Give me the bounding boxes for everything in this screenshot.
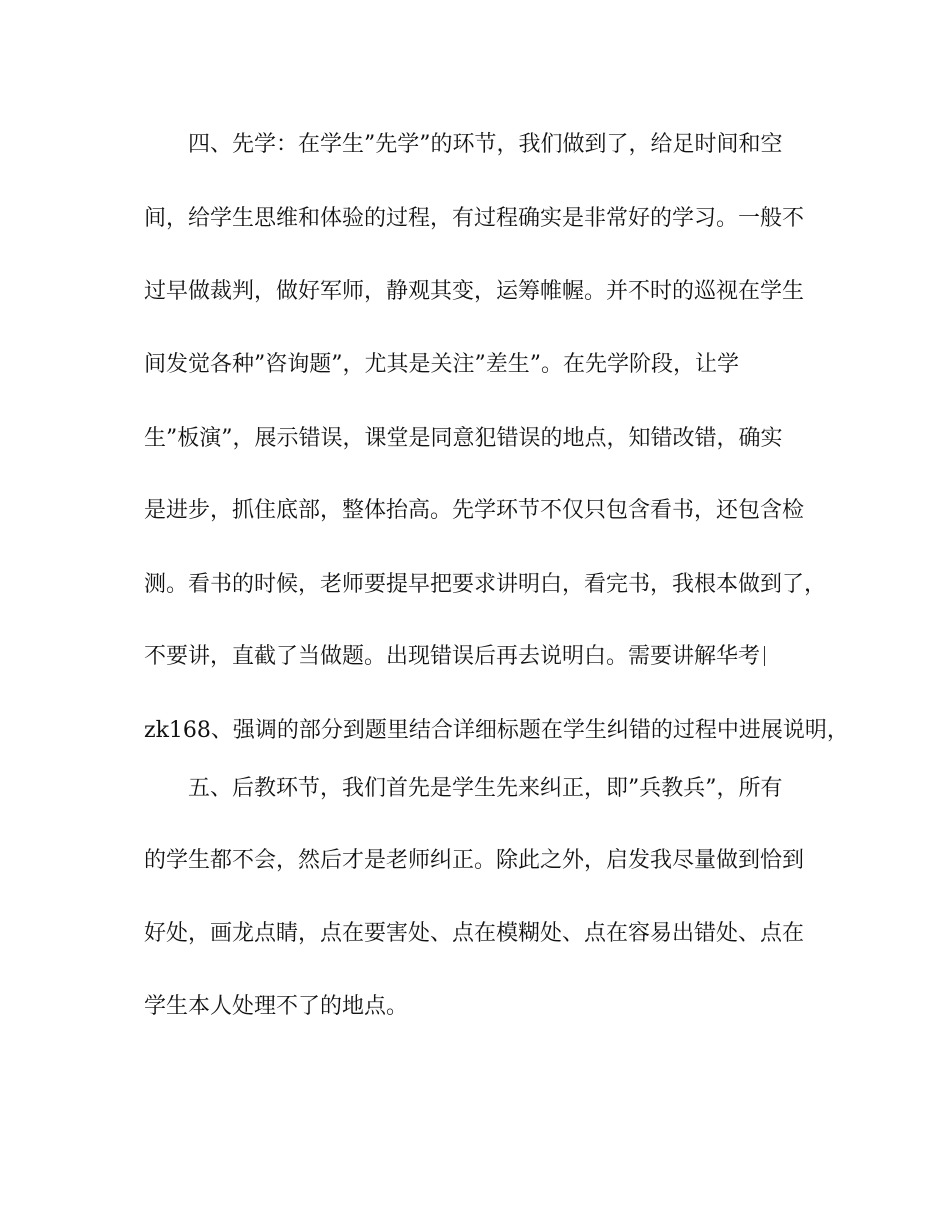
paragraph-5-line-3: 好处，画龙点睛，点在要害处、点在模糊处、点在容易出错处、点在 — [144, 921, 805, 946]
paragraph-4-line-2: 间，给学生思维和体验的过程，有过程确实是非常好的学习。一般不 — [144, 206, 805, 231]
paragraph-4-line-7: 测。看书的时候，老师要提早把要求讲明白，看完书，我根本做到了， — [144, 572, 827, 597]
paragraph-4-line-1: 四、先学：在学生”先学”的环节，我们做到了，给足时间和空 — [188, 132, 783, 157]
paragraph-5-line-2: 的学生都不会，然后才是老师纠正。除此之外，启发我尽量做到恰到 — [144, 848, 805, 873]
paragraph-4-line-4: 间发觉各种”咨询题”，尤其是关注”差生”。在先学阶段，让学 — [144, 352, 739, 377]
paragraph-4-line-8 — [144, 642, 844, 672]
paragraph-4-line-3: 过早做裁判，做好军师，静观其变，运筹帷幄。并不时的巡视在学生 — [144, 279, 805, 304]
text-cursor-icon — [764, 646, 765, 666]
paragraph-4-line-8-text: 不要讲，直截了当做题。出现错误后再去说明白。需要讲解华考 — [144, 644, 761, 669]
paragraph-5-line-4: 学生本人处理不了的地点。 — [144, 994, 409, 1019]
paragraph-4-line-5: 生”板演”，展示错误，课堂是同意犯错误的地点，知错改错，确实 — [144, 426, 783, 451]
paragraph-4-line-9: zk168、强调的部分到题里结合详细标题在学生纠错的过程中进展说明， — [144, 718, 849, 743]
paragraph-5-line-1: 五、后教环节，我们首先是学生先来纠正，即”兵教兵”，所有 — [188, 776, 783, 801]
paragraph-4-line-6: 是进步，抓住底部，整体抬高。先学环节不仅只包含看书，还包含检 — [144, 498, 805, 523]
